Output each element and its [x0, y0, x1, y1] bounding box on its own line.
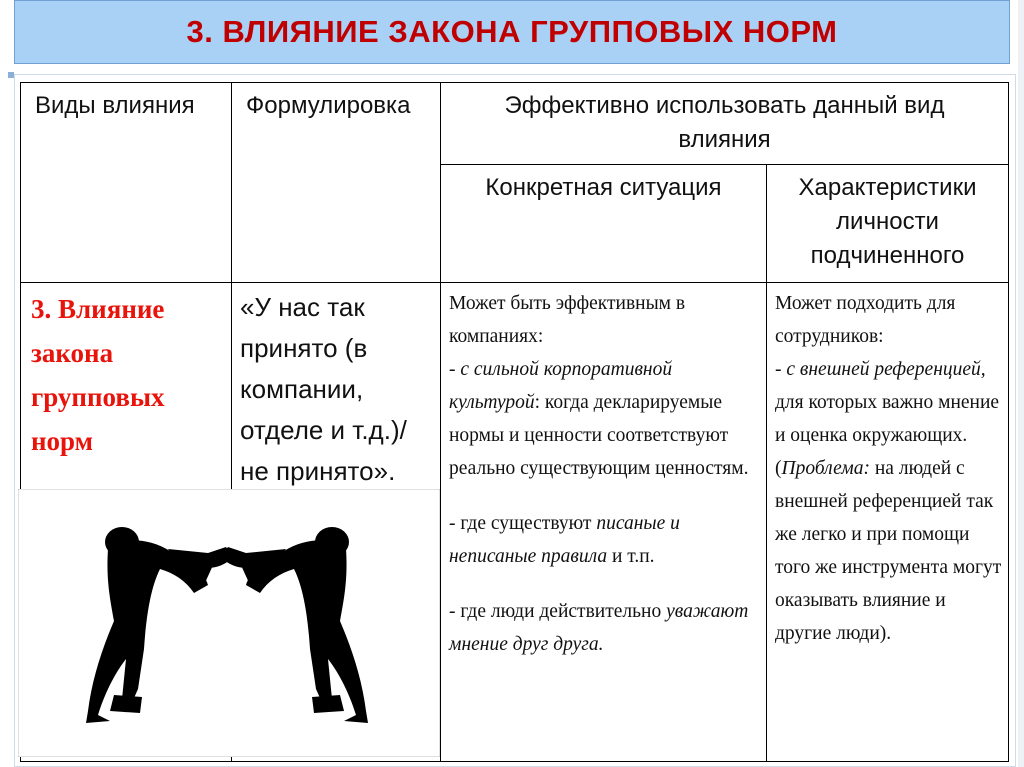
situation-item2: - где существуют писаные и неписаные правила и т.п.: [449, 513, 680, 567]
situation-text: [441, 283, 766, 661]
row-formulation-text: «У нас так принято (в компании, отделе и т.д.)/ не принято».: [240, 292, 407, 486]
header-types-text: Виды влияния: [35, 92, 195, 119]
header-personality: [767, 165, 1009, 283]
cell-personality: [767, 283, 1009, 762]
personality-intro: Может подходить для сотрудников:: [775, 293, 956, 347]
header-formulation: [232, 83, 441, 283]
personality-item1: - с внешней референцией, для которых важно мнение и оценка окружающих.: [775, 359, 1000, 446]
personality-text: [767, 283, 1008, 650]
header-effective: [441, 83, 1009, 165]
header-effective-text: Эффективно использовать данный вид влияния: [504, 92, 945, 153]
header-formulation-text: Формулировка: [246, 92, 411, 119]
header-situation: [441, 165, 767, 283]
header-personality-text: Характеристики личности подчиненного: [798, 174, 977, 269]
header-types: [21, 83, 232, 283]
cell-situation: [441, 283, 767, 762]
title-banner: [14, 0, 1010, 64]
situation-item3: - где люди действительно уважают мнение друг друга.: [449, 601, 749, 655]
situation-intro: Может быть эффективным в компаниях:: [449, 293, 686, 347]
personality-problem: (Проблема: на людей с внешней референцией так же легко и при помощи того же инструмента могут оказывать влияние и другие люди).: [775, 458, 1002, 644]
page-title: 3. ВЛИЯНИЕ ЗАКОНА ГРУППОВЫХ НОРМ: [186, 14, 838, 49]
row-type-text: 3. Влияние закона групповых норм: [31, 294, 165, 456]
scrollbar-strip: [1018, 0, 1024, 767]
situation-item1: - с сильной корпоративной культурой: когда декларируемые нормы и ценности соответствуют реально существующим ценностям.: [449, 359, 749, 479]
two-bowing-men-silhouette-icon: [18, 489, 440, 757]
header-situation-text: Конкретная ситуация: [485, 174, 722, 201]
